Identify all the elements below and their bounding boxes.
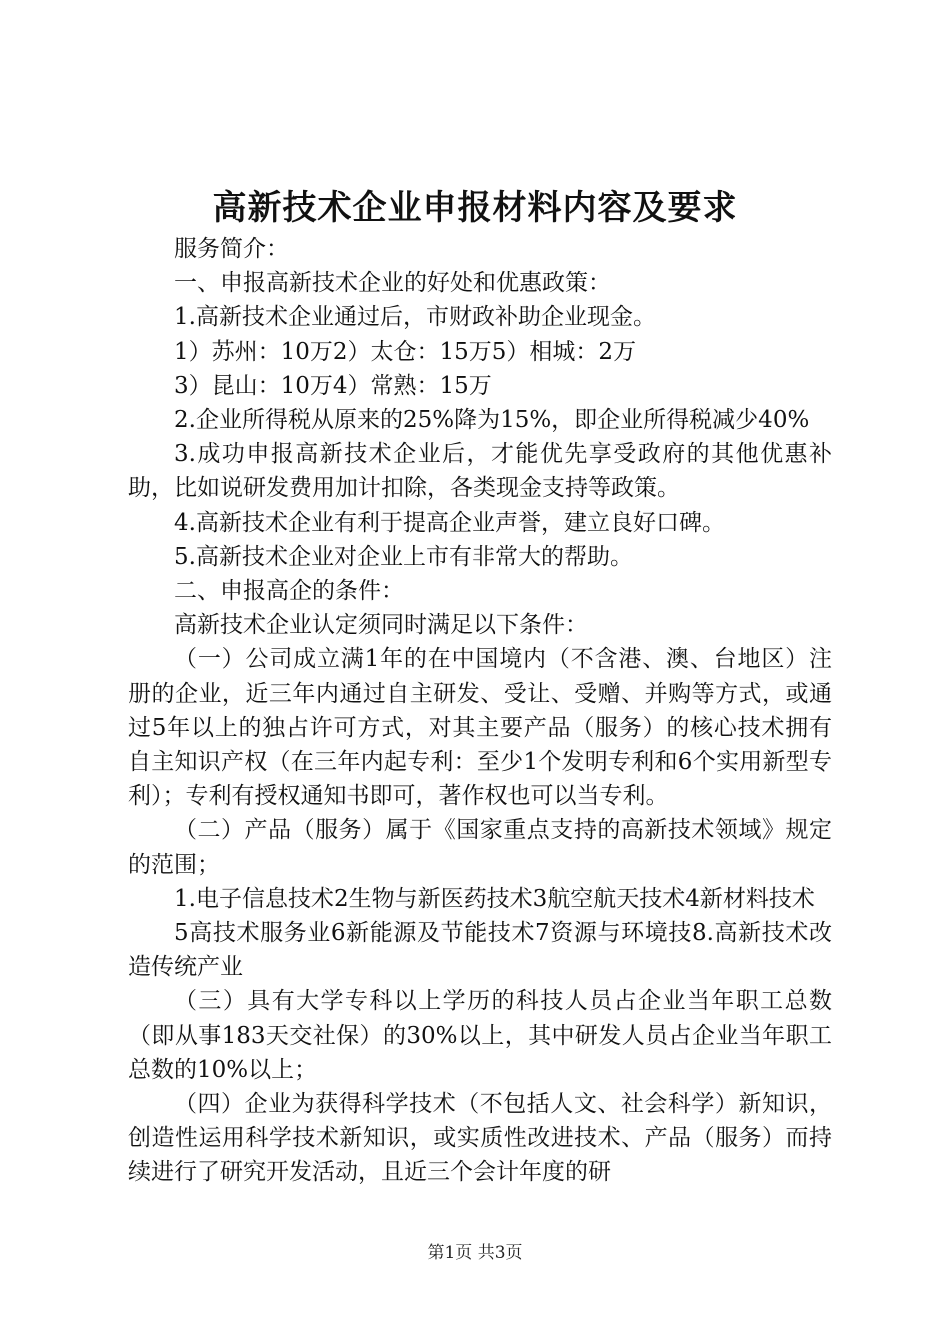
paragraph: （二）产品（服务）属于《国家重点支持的高新技术领域》规定的范围； bbox=[128, 817, 832, 878]
document-body bbox=[128, 232, 832, 1190]
paragraph: 3.成功申报高新技术企业后，才能优先享受政府的其他优惠补助，比如说研发费用加计扣除，各类现金支持等政策。 bbox=[128, 441, 832, 502]
paragraph: 1.高新技术企业通过后，市财政补助企业现金。 bbox=[174, 304, 656, 331]
paragraph: （四）企业为获得科学技术（不包括人文、社会科学）新知识，创造性运用科学技术新知识，或实质性改进技术、产品（服务）而持续进行了研究开发活动，且近三个会计年度的研 bbox=[128, 1091, 832, 1186]
paragraph: 服务简介： bbox=[174, 236, 289, 262]
paragraph: 高新技术企业认定须同时满足以下条件： bbox=[174, 612, 588, 639]
paragraph: （三）具有大学专科以上学历的科技人员占企业当年职工总数（即从事183天交社保）的30%以上，其中研发人员占企业当年职工总数的10%以上； bbox=[128, 988, 832, 1083]
paragraph: 3）昆山：10万4）常熟：15万 bbox=[174, 372, 492, 399]
paragraph: 5高技术服务业6新能源及节能技术7资源与环境技8.高新技术改造传统产业 bbox=[128, 920, 832, 981]
paragraph: 2.企业所得税从原来的25%降为15%，即企业所得税减少40% bbox=[174, 407, 810, 434]
page-number-footer: 第1页 共3页 bbox=[427, 1243, 523, 1263]
paragraph: 二、申报高企的条件： bbox=[174, 578, 404, 605]
paragraph: 一、申报高新技术企业的好处和优惠政策： bbox=[174, 270, 611, 297]
paragraph: 4.高新技术企业有利于提高企业声誉，建立良好口碑。 bbox=[174, 509, 725, 536]
paragraph: （一）公司成立满1年的在中国境内（不含港、澳、台地区）注册的企业，近三年内通过自主研发、受让、受赠、并购等方式，或通过5年以上的独占许可方式，对其主要产品（服务）的核心技术拥有自主知识产权（在三年内起专利：至少1个发明专利和6个实用新型专利）；专利有授权通知书即可，著作权也可以当专利。 bbox=[128, 646, 832, 810]
document-title: 高新技术企业申报材料内容及要求 bbox=[212, 188, 738, 228]
paragraph: 1.电子信息技术2生物与新医药技术3航空航天技术4新材料技术 bbox=[174, 885, 815, 912]
paragraph: 5.高新技术企业对企业上市有非常大的帮助。 bbox=[174, 543, 633, 570]
paragraph: 1）苏州：10万2）太仓：15万5）相城：2万 bbox=[174, 338, 637, 365]
